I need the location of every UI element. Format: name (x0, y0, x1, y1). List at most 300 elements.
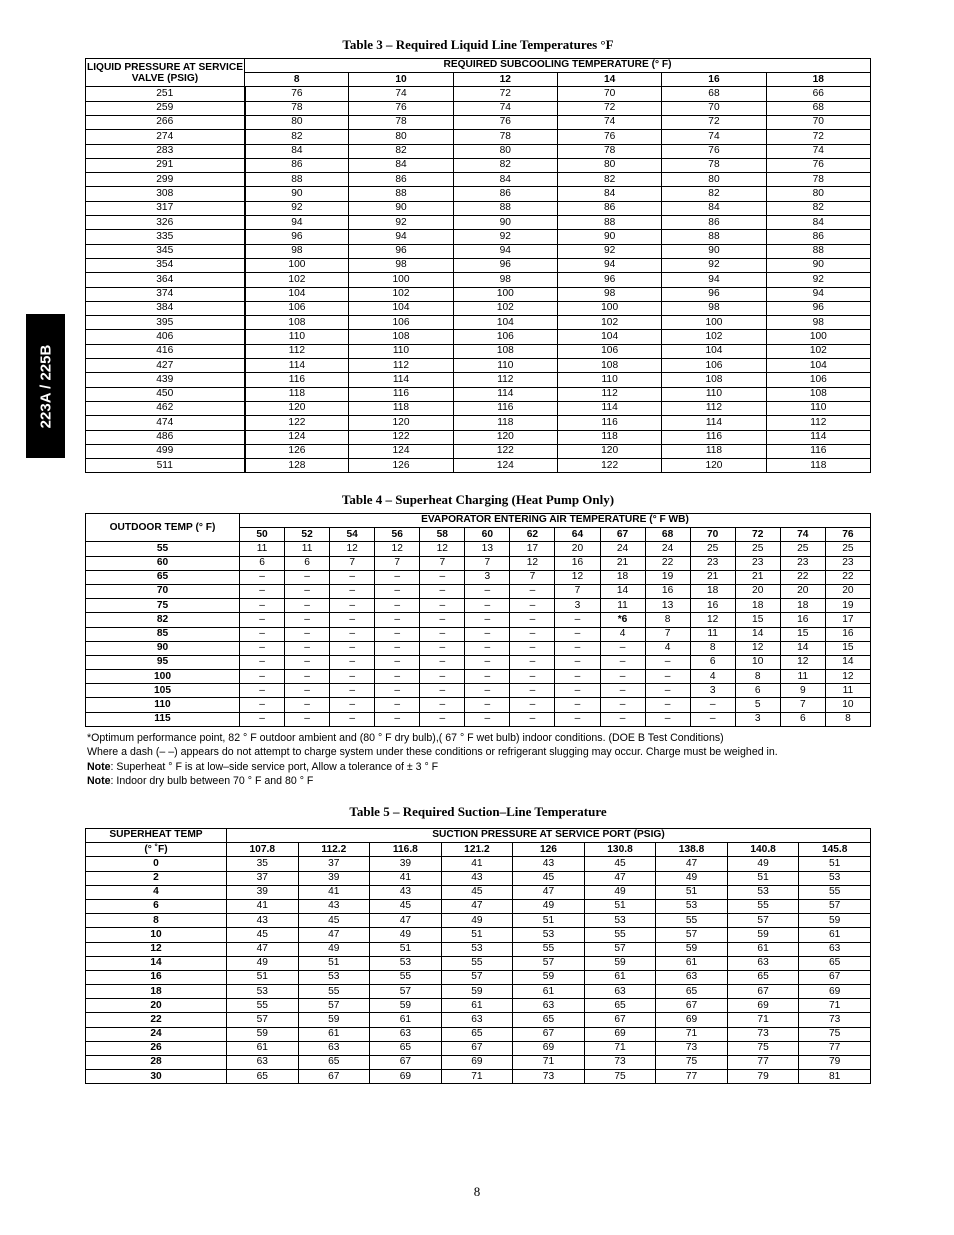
table-row (86, 684, 871, 698)
row-label-cell: 20 (86, 999, 227, 1013)
table-cell: 45 (584, 857, 656, 871)
table-cell: 7 (420, 556, 465, 570)
table-row (86, 556, 871, 570)
row-label-cell: 251 (86, 87, 245, 101)
row-label-cell: 450 (86, 387, 245, 401)
table-cell: 55 (727, 899, 799, 913)
table-cell: 61 (656, 956, 728, 970)
table-cell: 22 (825, 570, 870, 584)
table-cell: 22 (780, 570, 825, 584)
row-label-cell: 6 (86, 899, 227, 913)
table-cell: 114 (766, 430, 870, 444)
table-cell: 10 (825, 698, 870, 712)
table-cell: 68 (662, 87, 766, 101)
table-cell: 16 (645, 584, 690, 598)
note-label: Note (87, 760, 111, 773)
table-row (86, 885, 871, 899)
table-row (86, 956, 871, 970)
table-cell: 24 (645, 542, 690, 556)
table-cell: 6 (690, 655, 735, 669)
table-cell: 15 (735, 613, 780, 627)
table-cell: 92 (557, 244, 661, 258)
table-cell: 94 (349, 230, 453, 244)
table-cell: – (330, 698, 375, 712)
table-cell: 71 (441, 1070, 513, 1084)
table-cell: 110 (557, 373, 661, 387)
table-cell: 106 (557, 344, 661, 358)
table-cell: – (600, 670, 645, 684)
table-cell: 69 (656, 1013, 728, 1027)
table-cell: 18 (780, 599, 825, 613)
table-cell: – (285, 641, 330, 655)
table-row (86, 273, 871, 287)
table-cell: 100 (766, 330, 870, 344)
table5-column-header: 116.8 (370, 843, 442, 857)
table-cell: 76 (349, 101, 453, 115)
table-cell: 7 (645, 627, 690, 641)
table-cell: 63 (727, 956, 799, 970)
table3-column-header: 18 (766, 73, 870, 87)
table-cell: 14 (600, 584, 645, 598)
table-cell: 67 (584, 1013, 656, 1027)
table5-column-header: 112.2 (298, 843, 370, 857)
table-cell: – (465, 655, 510, 669)
table-cell: – (420, 599, 465, 613)
table-cell: 102 (453, 301, 557, 315)
table-row (86, 1070, 871, 1084)
table-cell: – (240, 655, 285, 669)
table-row (86, 344, 871, 358)
note-label: Note (87, 774, 111, 787)
table-cell: 96 (245, 230, 349, 244)
table-cell: – (285, 584, 330, 598)
table-cell: 120 (349, 416, 453, 430)
table-cell: 20 (735, 584, 780, 598)
table-cell: – (600, 684, 645, 698)
table-cell: 23 (825, 556, 870, 570)
table-cell: – (330, 712, 375, 726)
row-label-cell: 110 (86, 698, 240, 712)
table-cell: 66 (766, 87, 870, 101)
table-cell: 39 (370, 857, 442, 871)
table-cell: – (375, 599, 420, 613)
table-cell: 61 (727, 942, 799, 956)
table-cell: 84 (349, 158, 453, 172)
table-cell: 106 (453, 330, 557, 344)
table-cell: 75 (656, 1056, 728, 1070)
table-cell: – (240, 684, 285, 698)
table-cell: – (465, 613, 510, 627)
table-row (86, 627, 871, 641)
table-cell: 4 (690, 670, 735, 684)
table-cell: – (555, 655, 600, 669)
table-cell: – (330, 670, 375, 684)
table-cell: 10 (735, 655, 780, 669)
table-cell: 51 (227, 970, 299, 984)
table-cell: 120 (245, 401, 349, 415)
row-label-cell: 2 (86, 871, 227, 885)
table-cell: – (420, 641, 465, 655)
table-row (86, 599, 871, 613)
table-cell: 55 (441, 956, 513, 970)
table-cell: 49 (298, 942, 370, 956)
table-cell: – (510, 655, 555, 669)
table-cell: 63 (441, 1013, 513, 1027)
table-cell: 71 (584, 1041, 656, 1055)
table-row (86, 230, 871, 244)
table-cell: 57 (799, 899, 871, 913)
table-cell: 78 (349, 115, 453, 129)
table-cell: 124 (349, 444, 453, 458)
table-cell: 49 (584, 885, 656, 899)
table-cell: 114 (245, 359, 349, 373)
table-cell: 61 (584, 970, 656, 984)
table-cell: 21 (690, 570, 735, 584)
table-row (86, 287, 871, 301)
table-cell: 102 (557, 316, 661, 330)
row-label-cell: 105 (86, 684, 240, 698)
table-cell: 69 (513, 1041, 585, 1055)
table-cell: 12 (510, 556, 555, 570)
table-cell: 53 (513, 928, 585, 942)
table-cell: 88 (349, 187, 453, 201)
table4-column-header: 56 (375, 528, 420, 542)
table-cell: – (420, 627, 465, 641)
table-cell: 82 (766, 201, 870, 215)
table-row (86, 330, 871, 344)
table-row (86, 698, 871, 712)
table-cell: – (375, 684, 420, 698)
table-cell: 63 (298, 1041, 370, 1055)
table4-column-header: 67 (600, 528, 645, 542)
table-cell: – (420, 655, 465, 669)
table-cell: 65 (799, 956, 871, 970)
table-row (86, 258, 871, 272)
table-cell: 16 (555, 556, 600, 570)
table-cell: 45 (441, 885, 513, 899)
table-cell: 23 (690, 556, 735, 570)
table-cell: 72 (557, 101, 661, 115)
table-cell: 84 (245, 144, 349, 158)
table-cell: – (510, 698, 555, 712)
table-cell: – (645, 670, 690, 684)
table-row (86, 985, 871, 999)
table-cell: 49 (656, 871, 728, 885)
table-cell: – (375, 712, 420, 726)
row-label-cell: 55 (86, 542, 240, 556)
table-row (86, 201, 871, 215)
table3-row-header: LIQUID PRESSURE AT SERVICE VALVE (PSIG) (86, 59, 245, 87)
table-cell: – (555, 684, 600, 698)
table-row (86, 444, 871, 458)
table-cell: 6 (780, 712, 825, 726)
row-label-cell: 308 (86, 187, 245, 201)
table-cell: 49 (227, 956, 299, 970)
table-cell: 73 (727, 1027, 799, 1041)
table-row (86, 216, 871, 230)
table-cell: 90 (766, 258, 870, 272)
table-cell: 12 (330, 542, 375, 556)
table-cell: 106 (349, 316, 453, 330)
table-cell: 51 (298, 956, 370, 970)
table5-row-header-1: SUPERHEAT TEMP (86, 829, 227, 843)
table-cell: 86 (453, 187, 557, 201)
table-cell: 25 (780, 542, 825, 556)
table-row (86, 430, 871, 444)
table-cell: 16 (825, 627, 870, 641)
table-cell: 7 (780, 698, 825, 712)
row-label-cell: 8 (86, 914, 227, 928)
table-cell: 71 (513, 1056, 585, 1070)
table-cell: 124 (245, 430, 349, 444)
table-cell: 57 (227, 1013, 299, 1027)
table-cell: 67 (727, 985, 799, 999)
table-cell: 53 (656, 899, 728, 913)
table-cell: – (420, 712, 465, 726)
table-cell: 112 (766, 416, 870, 430)
table-cell: 86 (662, 216, 766, 230)
table-cell: 118 (349, 401, 453, 415)
table-cell: 12 (735, 641, 780, 655)
table-cell: 102 (662, 330, 766, 344)
table4-notes (87, 731, 877, 788)
table-cell: 94 (245, 216, 349, 230)
table-cell: – (645, 655, 690, 669)
table-row (86, 1013, 871, 1027)
table-cell: 108 (766, 387, 870, 401)
table-cell: 41 (441, 857, 513, 871)
note-dash: Where a dash (– –) appears do not attempt to charge system under these conditions or refrigerant slugging may occur. Charge must be weighed in. (87, 746, 778, 759)
row-label-cell: 395 (86, 316, 245, 330)
table-cell: – (420, 698, 465, 712)
table-row (86, 1056, 871, 1070)
table-cell: 79 (727, 1070, 799, 1084)
table-cell: 20 (825, 584, 870, 598)
table-cell: 74 (453, 101, 557, 115)
table-cell: 21 (735, 570, 780, 584)
table-cell: – (420, 670, 465, 684)
table-cell: 55 (298, 985, 370, 999)
table-cell: – (330, 684, 375, 698)
table-cell: 53 (727, 885, 799, 899)
table-cell: 110 (453, 359, 557, 373)
table-cell: 88 (245, 173, 349, 187)
row-label-cell: 24 (86, 1027, 227, 1041)
table5-column-header: 121.2 (441, 843, 513, 857)
table-cell: 106 (766, 373, 870, 387)
table-cell: 116 (349, 387, 453, 401)
table-cell: 6 (285, 556, 330, 570)
row-label-cell: 427 (86, 359, 245, 373)
table-cell: 71 (727, 1013, 799, 1027)
table-cell: 63 (227, 1056, 299, 1070)
table-cell: 96 (453, 258, 557, 272)
table-row (86, 416, 871, 430)
table4-group-header: EVAPORATOR ENTERING AIR TEMPERATURE (° F WB) (240, 514, 871, 528)
table-cell: 120 (557, 444, 661, 458)
table-cell: 59 (513, 970, 585, 984)
table-cell: 114 (662, 416, 766, 430)
table-cell: 11 (285, 542, 330, 556)
table-cell: 116 (557, 416, 661, 430)
table-cell: 8 (690, 641, 735, 655)
table-cell: – (510, 599, 555, 613)
table-cell: 98 (766, 316, 870, 330)
table-cell: 47 (513, 885, 585, 899)
table-cell: 114 (349, 373, 453, 387)
table-cell: 126 (349, 459, 453, 473)
row-label-cell: 354 (86, 258, 245, 272)
table-cell: 88 (453, 201, 557, 215)
row-label-cell: 259 (86, 101, 245, 115)
table-cell: 84 (557, 187, 661, 201)
table5-group-header: SUCTION PRESSURE AT SERVICE PORT (PSIG) (227, 829, 871, 843)
table-cell: – (375, 698, 420, 712)
table5-row-header-2: (° ˚F) (86, 843, 227, 857)
table-cell: 78 (245, 101, 349, 115)
table-cell: – (240, 613, 285, 627)
table-cell: 63 (584, 985, 656, 999)
table-cell: – (510, 670, 555, 684)
table-cell: 122 (245, 416, 349, 430)
table-cell: 98 (245, 244, 349, 258)
table-cell: 112 (349, 359, 453, 373)
table-cell: 55 (513, 942, 585, 956)
table-cell: 61 (298, 1027, 370, 1041)
row-label-cell: 14 (86, 956, 227, 970)
table-cell: 80 (245, 115, 349, 129)
table-cell: 94 (662, 273, 766, 287)
table-cell: 59 (656, 942, 728, 956)
table-row (86, 130, 871, 144)
table-cell: 108 (349, 330, 453, 344)
table-cell: – (510, 584, 555, 598)
table-cell: 67 (656, 999, 728, 1013)
table-cell: 69 (799, 985, 871, 999)
table-cell: 76 (245, 87, 349, 101)
table-cell: 55 (227, 999, 299, 1013)
table-cell: – (330, 570, 375, 584)
row-label-cell: 335 (86, 230, 245, 244)
table-row (86, 373, 871, 387)
table-cell: 80 (766, 187, 870, 201)
table-cell: – (465, 627, 510, 641)
table4-column-header: 54 (330, 528, 375, 542)
table-cell: 59 (370, 999, 442, 1013)
table-cell: 13 (645, 599, 690, 613)
table-cell: 51 (513, 914, 585, 928)
row-label-cell: 28 (86, 1056, 227, 1070)
table-cell: 43 (298, 899, 370, 913)
table-cell: 3 (465, 570, 510, 584)
row-label-cell: 60 (86, 556, 240, 570)
table-cell: 3 (555, 599, 600, 613)
row-label-cell: 499 (86, 444, 245, 458)
table-row (86, 301, 871, 315)
table-row (86, 584, 871, 598)
table-cell: 23 (735, 556, 780, 570)
row-label-cell: 384 (86, 301, 245, 315)
table3-group-header: REQUIRED SUBCOOLING TEMPERATURE (° F) (245, 59, 871, 73)
table-cell: – (285, 698, 330, 712)
table-cell: 43 (370, 885, 442, 899)
table-cell: 63 (370, 1027, 442, 1041)
table-cell: 51 (441, 928, 513, 942)
table4-column-header: 60 (465, 528, 510, 542)
table-cell: 45 (227, 928, 299, 942)
table-cell: 55 (656, 914, 728, 928)
table-cell: 7 (330, 556, 375, 570)
table-cell: 51 (656, 885, 728, 899)
table-cell: 49 (727, 857, 799, 871)
table-cell: 49 (370, 928, 442, 942)
table-cell: 106 (245, 301, 349, 315)
table-cell: 110 (349, 344, 453, 358)
table-cell: 57 (584, 942, 656, 956)
table-cell: – (600, 641, 645, 655)
row-label-cell: 364 (86, 273, 245, 287)
table-cell: – (465, 599, 510, 613)
table-cell: 67 (513, 1027, 585, 1041)
table-cell: – (285, 684, 330, 698)
table-cell: 96 (557, 273, 661, 287)
table-row (86, 712, 871, 726)
table-cell: – (645, 698, 690, 712)
row-label-cell: 18 (86, 985, 227, 999)
row-label-cell: 406 (86, 330, 245, 344)
table-cell: 76 (662, 144, 766, 158)
table4-column-header: 76 (825, 528, 870, 542)
table3-column-header: 8 (245, 73, 349, 87)
table-cell: 77 (656, 1070, 728, 1084)
row-label-cell: 511 (86, 459, 245, 473)
table-cell: 112 (453, 373, 557, 387)
table-cell: – (285, 599, 330, 613)
table-cell: 106 (662, 359, 766, 373)
table-cell: 96 (662, 287, 766, 301)
table-cell: 65 (727, 970, 799, 984)
table-cell: 94 (766, 287, 870, 301)
table5-column-header: 107.8 (227, 843, 299, 857)
table-cell: 70 (662, 101, 766, 115)
table-cell: 118 (453, 416, 557, 430)
table-row (86, 387, 871, 401)
table-cell: 7 (510, 570, 555, 584)
table-cell: 88 (557, 216, 661, 230)
table-cell: 112 (557, 387, 661, 401)
row-label-cell: 0 (86, 857, 227, 871)
table-cell: 39 (298, 871, 370, 885)
table-cell: 16 (690, 599, 735, 613)
table-cell: 47 (370, 914, 442, 928)
table-row (86, 670, 871, 684)
row-label-cell: 486 (86, 430, 245, 444)
table-cell: 61 (799, 928, 871, 942)
table-cell: *6 (600, 613, 645, 627)
table-cell: 55 (370, 970, 442, 984)
table-row (86, 401, 871, 415)
table-cell: – (240, 670, 285, 684)
table-cell: 69 (727, 999, 799, 1013)
row-label-cell: 439 (86, 373, 245, 387)
table4-column-header: 50 (240, 528, 285, 542)
row-label-cell: 274 (86, 130, 245, 144)
table-cell: 39 (227, 885, 299, 899)
table-cell: 104 (453, 316, 557, 330)
table-cell: – (555, 698, 600, 712)
table-cell: 61 (370, 1013, 442, 1027)
table-cell: 37 (298, 857, 370, 871)
